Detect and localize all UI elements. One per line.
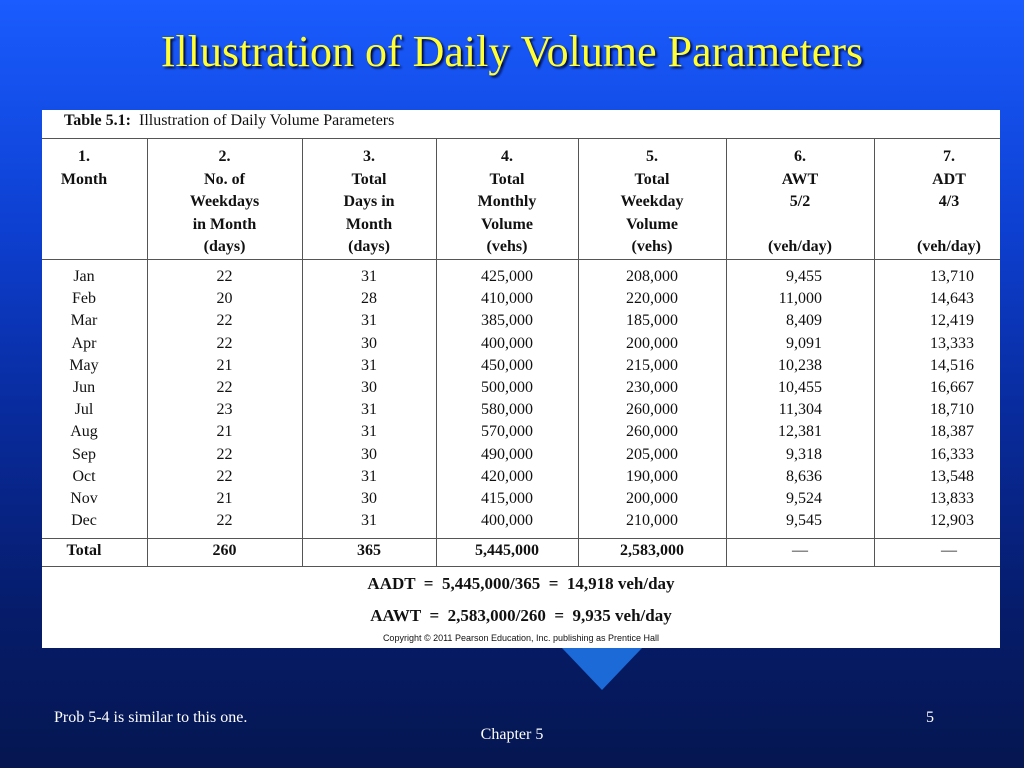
table-cell: 260,000	[626, 423, 678, 441]
table-caption-text: Illustration of Daily Volume Parameters	[138, 112, 395, 129]
header-month	[42, 146, 126, 191]
table-cell: 18,710	[930, 401, 974, 419]
table-cell: 385,000	[481, 312, 533, 330]
header-line: 7.	[943, 148, 955, 165]
table-caption	[64, 112, 394, 130]
table-cell: 22	[216, 312, 233, 330]
table-cell: 18,387	[930, 423, 974, 441]
rule-body-bottom	[42, 538, 1000, 539]
header-line: (veh/day)	[917, 238, 981, 255]
table-cell: 570,000	[481, 423, 533, 441]
table-cell: 11,000	[778, 290, 822, 308]
table-cell: 185,000	[626, 312, 678, 330]
table-cell: 260,000	[626, 401, 678, 419]
table-cell: 22	[216, 268, 233, 285]
total-adt: —	[941, 542, 957, 559]
table-cell: 22	[216, 378, 233, 396]
table-cell: 415,000	[481, 489, 533, 507]
table-cell: 31	[361, 356, 377, 374]
table-cell: 28	[361, 290, 377, 308]
header-line: (days)	[203, 238, 246, 255]
table-cell: Aug	[70, 423, 98, 441]
footer-chapter: Chapter 5	[480, 726, 544, 743]
table-cell: 14,516	[930, 356, 974, 374]
header-line: Volume	[626, 215, 678, 233]
header-line: Days in	[343, 193, 395, 210]
table-cell: 16,667	[930, 378, 974, 396]
table-cell: 12,419	[930, 312, 974, 330]
aawt-formula: AAWT = 2,583,000/260 = 9,935 veh/day	[370, 606, 672, 625]
table-cell: Dec	[71, 512, 97, 530]
footer-note: Prob 5-4 is similar to this one.	[54, 709, 248, 726]
header-line	[726, 214, 874, 237]
table-cell: 22	[216, 334, 233, 352]
header-line: No. of	[204, 170, 245, 188]
rule-top	[42, 138, 1000, 139]
table-cell: 9,091	[786, 334, 822, 352]
header-line: Month	[345, 215, 393, 233]
total-weekday-volume: 2,583,000	[620, 542, 684, 559]
header-line: Total	[634, 170, 670, 188]
table-caption-label: Table 5.1:	[64, 112, 131, 129]
header-line: Weekday	[620, 193, 684, 210]
table-cell: 190,000	[626, 467, 678, 485]
header-adt	[874, 146, 1000, 259]
table-cell: 8,409	[786, 312, 822, 330]
header-line: 6.	[794, 148, 806, 165]
header-total-days	[302, 146, 436, 259]
table-cell: 425,000	[481, 268, 533, 285]
column-awt	[726, 266, 822, 532]
table-cell: 9,455	[786, 268, 822, 285]
header-line: 5.	[646, 148, 658, 165]
aadt-formula: AADT = 5,445,000/365 = 14,918 veh/day	[367, 574, 675, 593]
header-line	[874, 214, 1000, 237]
header-line: 5/2	[789, 193, 811, 210]
table-cell: 12,903	[930, 512, 974, 530]
table-cell: 31	[361, 268, 377, 285]
table-panel	[42, 110, 1000, 648]
header-line: Monthly	[477, 193, 537, 210]
table-cell: Feb	[72, 290, 96, 308]
table-cell: 21	[216, 489, 233, 507]
table-cell: Apr	[71, 334, 97, 352]
total-days: 365	[357, 542, 381, 559]
table-cell: 22	[216, 467, 233, 485]
column-weekdays	[147, 266, 302, 532]
table-cell: 14,643	[930, 290, 974, 308]
header-line: (vehs)	[486, 238, 528, 255]
table-cell: 400,000	[481, 512, 533, 530]
table-cell: May	[69, 356, 99, 374]
total-awt: —	[792, 542, 808, 559]
header-line: Volume	[481, 215, 533, 233]
table-cell: 20	[216, 290, 233, 308]
table-cell: 12,381	[778, 423, 822, 441]
header-line: AWT	[781, 170, 819, 188]
table-cell: 13,833	[930, 489, 974, 507]
pointer-triangle	[562, 648, 642, 690]
table-cell: 210,000	[626, 512, 678, 530]
table-cell: 410,000	[481, 290, 533, 308]
table-cell: 13,548	[930, 467, 974, 485]
table-cell: 30	[361, 489, 377, 507]
table-cell: 21	[216, 423, 233, 441]
header-weekdays	[147, 146, 302, 259]
table-cell: 13,710	[930, 268, 974, 285]
copyright-notice: Copyright © 2011 Pearson Education, Inc. publishing as Prentice Hall	[382, 633, 660, 643]
header-line: 4.	[501, 148, 513, 165]
table-cell: 9,524	[786, 489, 822, 507]
header-awt	[726, 146, 874, 259]
table-cell: 30	[361, 334, 377, 352]
table-cell: 23	[216, 401, 233, 419]
table-cell: 31	[361, 512, 377, 530]
table-cell: 21	[216, 356, 233, 374]
header-line: ADT	[932, 170, 966, 188]
header-line: Month	[60, 170, 108, 188]
header-line: 3.	[363, 148, 375, 165]
table-cell: 208,000	[626, 268, 678, 285]
table-cell: 580,000	[481, 401, 533, 419]
header-line: Total	[351, 170, 387, 188]
header-line: 4/3	[938, 193, 960, 210]
table-cell: Sep	[72, 445, 96, 463]
table-cell: 22	[216, 445, 233, 463]
rule-total-bottom	[42, 566, 1000, 567]
table-cell: 11,304	[778, 401, 822, 419]
table-cell: 13,333	[930, 334, 974, 352]
table-cell: 230,000	[626, 378, 678, 396]
table-cell: 30	[361, 445, 377, 463]
header-line: (veh/day)	[768, 238, 832, 255]
total-label: Total	[66, 542, 102, 559]
header-line: Total	[489, 170, 525, 188]
slide-title: Illustration of Daily Volume Parameters	[160, 27, 864, 76]
table-cell: Oct	[72, 467, 96, 485]
table-cell: Jun	[72, 378, 96, 396]
rule-header-bottom	[42, 259, 1000, 260]
table-cell: 490,000	[481, 445, 533, 463]
table-cell: Mar	[70, 312, 98, 330]
table-cell: 215,000	[626, 356, 678, 374]
table-cell: 22	[216, 512, 233, 530]
table-cell: 30	[361, 378, 377, 396]
table-cell: 10,455	[778, 378, 822, 396]
header-monthly-volume	[436, 146, 578, 259]
header-line: Weekdays	[189, 193, 260, 210]
header-weekday-volume	[578, 146, 726, 259]
header-line: 2.	[218, 148, 231, 165]
total-monthly-volume: 5,445,000	[475, 542, 539, 559]
header-line: (days)	[348, 238, 390, 255]
table-cell: Nov	[70, 489, 98, 507]
table-cell: Jan	[73, 268, 95, 285]
column-weekday-volume	[578, 266, 726, 532]
column-monthly-volume	[436, 266, 578, 532]
table-cell: 420,000	[481, 467, 533, 485]
column-month	[42, 266, 126, 532]
table-cell: 10,238	[778, 356, 822, 374]
table-cell: 450,000	[481, 356, 533, 374]
table-cell: 200,000	[626, 489, 678, 507]
table-cell: 400,000	[481, 334, 533, 352]
table-cell: 31	[361, 401, 377, 419]
total-weekdays: 260	[212, 542, 237, 559]
table-cell: 8,636	[786, 467, 822, 485]
table-cell: 9,318	[786, 445, 822, 463]
table-cell: 9,545	[786, 512, 822, 530]
column-total-days	[302, 266, 436, 532]
table-cell: 31	[361, 312, 377, 330]
table-cell: 500,000	[481, 378, 533, 396]
table-cell: Jul	[74, 401, 94, 419]
header-line: in Month	[192, 215, 257, 233]
table-cell: 16,333	[930, 445, 974, 463]
table-cell: 31	[361, 423, 377, 441]
header-line: (vehs)	[631, 238, 673, 255]
header-line: 1.	[78, 148, 90, 165]
table-cell: 205,000	[626, 445, 678, 463]
column-adt	[874, 266, 974, 532]
table-cell: 200,000	[626, 334, 678, 352]
table-cell: 220,000	[626, 290, 678, 308]
table-cell: 31	[361, 467, 377, 485]
page-number: 5	[926, 709, 934, 726]
